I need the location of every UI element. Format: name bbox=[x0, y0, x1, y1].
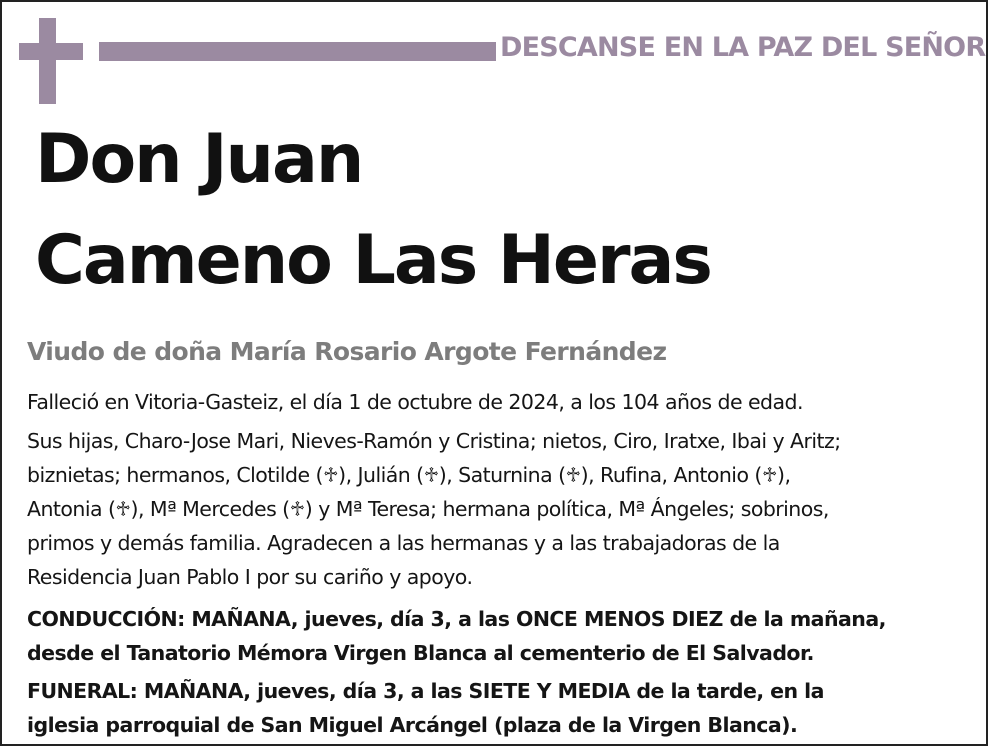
family-line: primos y demás familia. Agradecen a las hermanas y a las trabajadoras de la bbox=[27, 531, 780, 555]
family-line: Sus hijas, Charo-Jose Mari, Nieves-Ramón y Cristina; nietos, Ciro, Iratxe, Ibai y Aritz; bbox=[27, 429, 841, 453]
header-title: DESCANSE EN LA PAZ DEL SEÑOR bbox=[500, 32, 986, 63]
funeral-line: FUNERAL: MAÑANA, jueves, día 3, a las SIETE Y MEDIA de la tarde, en la bbox=[27, 679, 824, 703]
family-line: Residencia Juan Pablo I por su cariño y apoyo. bbox=[27, 565, 473, 589]
widower-subtitle: Viudo de doña María Rosario Argote Fernández bbox=[27, 337, 667, 366]
family-line: biznietas; hermanos, Clotilde (♱), Julián (♱), Saturnina (♱), Rufina, Antonio (♱), bbox=[27, 463, 791, 487]
header-rule bbox=[99, 42, 496, 61]
deceased-name-line2: Cameno Las Heras bbox=[35, 221, 711, 300]
conduccion-line: desde el Tanatorio Mémora Virgen Blanca al cementerio de El Salvador. bbox=[27, 641, 814, 665]
conduccion-line: CONDUCCIÓN: MAÑANA, jueves, día 3, a las ONCE MENOS DIEZ de la mañana, bbox=[27, 607, 886, 631]
funeral-paragraph bbox=[27, 674, 972, 742]
family-paragraph bbox=[27, 424, 972, 594]
deceased-name-line1: Don Juan bbox=[35, 120, 363, 199]
funeral-line: iglesia parroquial de San Miguel Arcángel (plaza de la Virgen Blanca). bbox=[27, 713, 798, 737]
death-notice: Falleció en Vitoria-Gasteiz, el día 1 de octubre de 2024, a los 104 años de edad. bbox=[27, 390, 803, 414]
cross-icon bbox=[19, 18, 83, 104]
conduccion-paragraph bbox=[27, 602, 972, 670]
family-line: Antonia (♱), Mª Mercedes (♱) y Mª Teresa; hermana política, Mª Ángeles; sobrinos, bbox=[27, 497, 829, 521]
